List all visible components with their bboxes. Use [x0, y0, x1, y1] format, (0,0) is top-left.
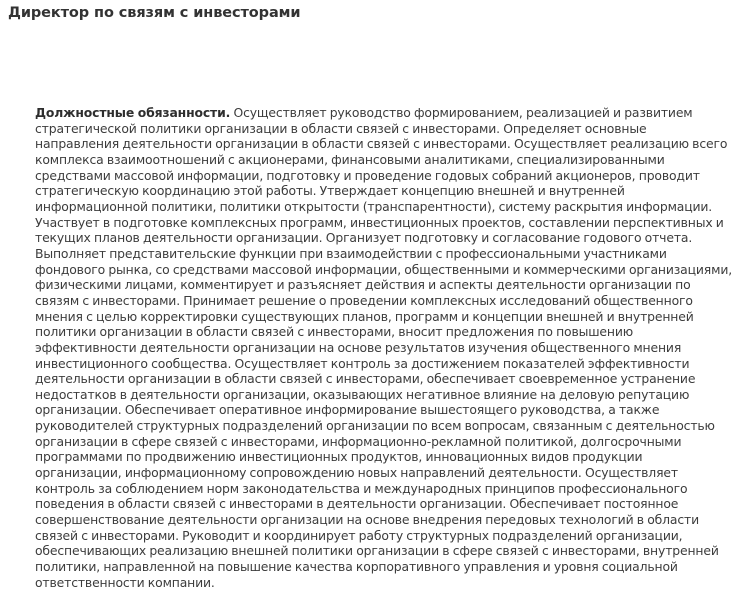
section-heading: Должностные обязанности.: [35, 105, 231, 120]
job-duties-paragraph: [35, 105, 732, 590]
page-title: Директор по связям с инвесторами: [8, 5, 301, 21]
section-body-text: Осуществляет руководство формированием, реализацией и развитием стратегической политики организации в области связей с инвесторами. Определяет основные направления деятельности организации в области связей с инвесторами. Осуществляет реализацию всего комплекса взаимоотношений с акционерами, финансовыми аналитиками, специализированными средствами массовой информации, подготовку и проведение годовых собраний акционеров, проводит стратегическую координацию этой работы. Утверждает концепцию внешней и внутренней информационной политики, политики открытости (транспарентности), систему раскрытия информации. Участвует в подготовке комплексных программ, инвестиционных проектов, составлении перспективных и текущих планов деятельности организации. Организует подготовку и согласование годового отчета. Выполняет представительские функции при взаимодействии с профессиональными участниками фондового рынка, со средствами массовой информации, общественными и коммерческими организациями, физическими лицами, комментирует и разъясняет действия и аспекты деятельности организации по связям с инвесторами. Принимает решение о проведении комплексных исследований общественного мнения с целью корректировки существующих планов, программ и концепции внешней и внутренней политики организации в области связей с инвесторами, вносит предложения по повышению эффективности деятельности организации на основе результатов изучения общественного мнения инвестиционного сообщества. Осуществляет контроль за достижением показателей эффективности деятельности организации в области связей с инвесторами, обеспечивает своевременное устранение недостатков в деятельности организации, оказывающих негативное влияние на деловую репутацию организации. Обеспечивает оперативное информирование вышестоящего руководства, а также руководителей структурных подразделений организации по всем вопросам, связанным с деятельностью организации в сфере связей с инвесторами, информационно-рекламной политикой, долгосрочными программами по продвижению инвестиционных продуктов, инновационных видов продукции организации, информационному сопровождению новых направлений деятельности. Осуществляет контроль за соблюдением норм законодательства и международных принципов профессионального поведения в области связей с инвесторами в деятельности организации. Обеспечивает постоянное совершенствование деятельности организации на основе внедрения передовых технологий в области связей с инвесторами. Руководит и координирует работу структурных подразделений организации, обеспечивающих реализацию внешней политики организации в сфере связей с инвесторами, внутренней политики, направленной на повышение качества корпоративного управления и уровня социальной ответственности компании.: [35, 105, 733, 590]
